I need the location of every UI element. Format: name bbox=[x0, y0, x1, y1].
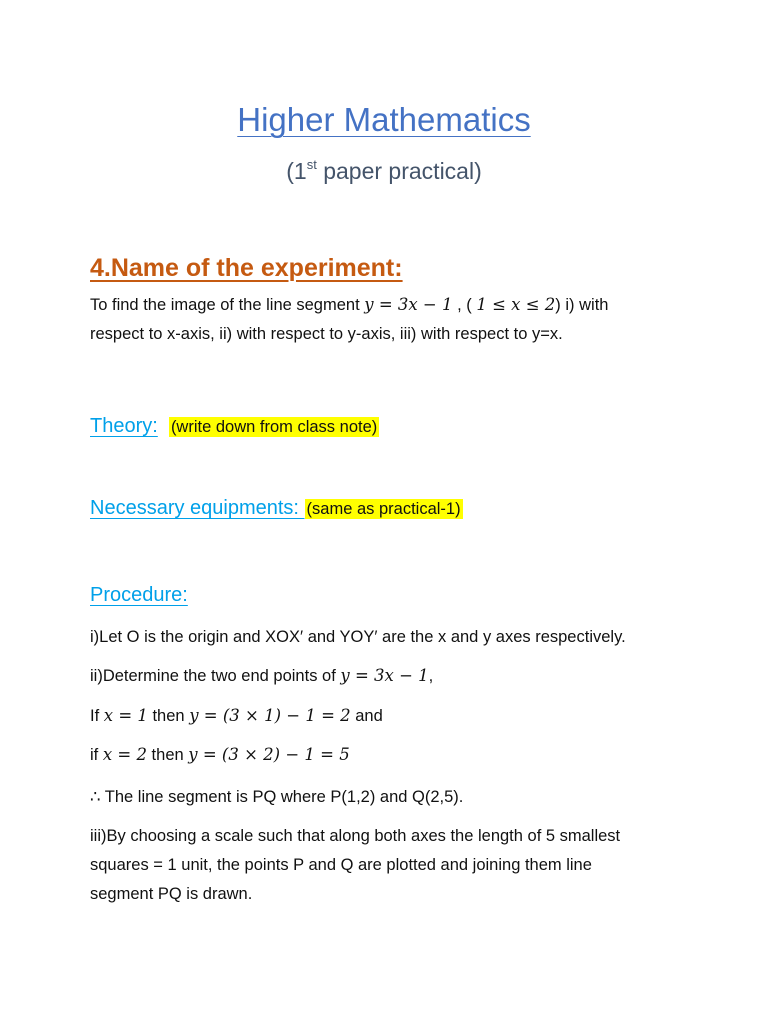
case-1-condition: x = 1 bbox=[103, 706, 148, 725]
case-1-if: If bbox=[90, 707, 104, 725]
procedure-step-2 bbox=[90, 662, 433, 690]
experiment-equation-1: y = 3x − 1 bbox=[364, 295, 453, 314]
theory-heading: Theory: bbox=[90, 415, 158, 437]
procedure-section bbox=[90, 580, 188, 610]
case-1-and: and bbox=[350, 707, 383, 725]
theory-note: (write down from class note) bbox=[170, 418, 378, 436]
experiment-description bbox=[90, 290, 710, 349]
subtitle-suffix: paper practical) bbox=[316, 158, 482, 184]
procedure-conclusion: ∴ The line segment is PQ where P(1,2) and Q(2,5). bbox=[90, 788, 464, 806]
experiment-equation-2: 1 ≤ x ≤ 2 bbox=[476, 295, 556, 314]
subtitle-superscript: st bbox=[306, 157, 317, 172]
page-subtitle bbox=[0, 155, 768, 187]
experiment-text-4: respect to x-axis, ii) with respect to y-axis, iii) with respect to y=x. bbox=[90, 325, 563, 343]
procedure-step-3-line-1: iii)By choosing a scale such that along both axes the length of 5 smallest bbox=[90, 827, 621, 845]
experiment-text-3: ) i) with bbox=[555, 296, 609, 314]
equipments-section bbox=[90, 493, 463, 524]
subtitle-prefix: (1 bbox=[286, 158, 307, 184]
case-2-result: y = (3 × 2) − 1 = 5 bbox=[188, 745, 350, 764]
equipments-note: (same as practical-1) bbox=[306, 500, 461, 518]
case-2-if: if bbox=[90, 746, 103, 764]
case-1-result: y = (3 × 1) − 1 = 2 bbox=[189, 706, 351, 725]
case-1-then: then bbox=[147, 707, 190, 725]
case-2-then: then bbox=[146, 746, 189, 764]
step-2-equation: y = 3x − 1 bbox=[340, 666, 429, 685]
equipments-heading: Necessary equipments: bbox=[90, 497, 305, 519]
case-2-condition: x = 2 bbox=[102, 745, 147, 764]
procedure-case-1 bbox=[90, 702, 383, 730]
title-text: Higher Mathematics bbox=[237, 101, 531, 138]
experiment-heading: 4.Name of the experiment: bbox=[90, 254, 403, 282]
theory-section bbox=[90, 411, 379, 442]
experiment-text-1: To find the image of the line segment bbox=[90, 296, 365, 314]
step-2-text: ii)Determine the two end points of bbox=[90, 667, 341, 685]
page-title bbox=[0, 98, 768, 142]
experiment-text-2: , ( bbox=[452, 296, 477, 314]
procedure-heading: Procedure: bbox=[90, 584, 188, 606]
procedure-case-2 bbox=[90, 741, 350, 769]
procedure-step-1: i)Let O is the origin and XOX′ and YOY′ are the x and y axes respectively. bbox=[90, 628, 626, 646]
procedure-step-3-line-2: squares = 1 unit, the points P and Q are plotted and joining them line bbox=[90, 856, 592, 874]
step-2-end: , bbox=[428, 667, 434, 685]
procedure-step-3-line-3: segment PQ is drawn. bbox=[90, 885, 253, 903]
